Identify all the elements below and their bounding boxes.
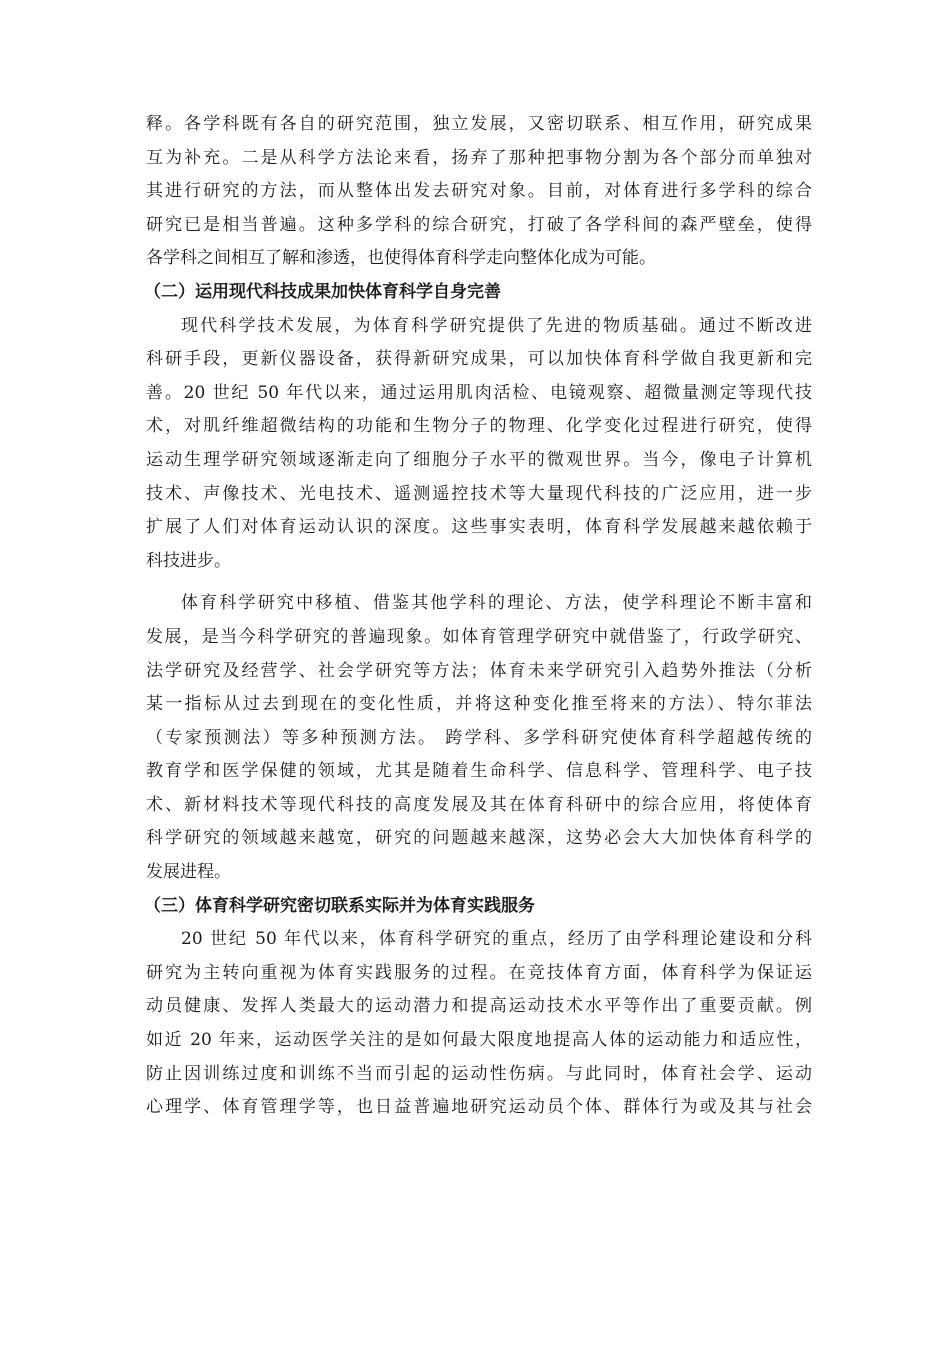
section-heading-2: （二）运用现代科技成果加快体育科学自身完善: [144, 281, 501, 302]
document-body: [146, 108, 812, 1125]
text-line: （专家预测法）等多种预测方法。 跨学科、多学科研究使体育科学超越传统的: [146, 727, 812, 748]
text-line: 体育科学研究中移植、借鉴其他学科的理论、方法，使学科理论不断丰富和: [181, 593, 812, 614]
text-line: 动员健康、发挥人类最大的运动潜力和提高运动技术水平等作出了重要贡献。例: [146, 996, 812, 1017]
text-line: 科学研究的领域越来越宽，研究的问题越来越深，这势必会大大加快体育科学的: [146, 828, 812, 849]
text-line: 术、新材料技术等现代科技的高度发展及其在体育科研中的综合应用，将使体育: [146, 794, 812, 815]
text-line: 术，对肌纤维超微结构的功能和生物分子的物理、化学变化过程进行研究，使得: [146, 416, 812, 437]
paragraph-2: [146, 310, 812, 579]
text-line: 扩展了人们对体育运动认识的深度。这些事实表明，体育科学发展越来越依赖于: [146, 517, 812, 538]
paragraph-1-continued: [146, 108, 812, 276]
text-line: 现代科学技术发展，为体育科学研究提供了先进的物质基础。通过不断改进: [181, 315, 812, 336]
text-line: 20 世纪 50 年代以来，体育科学研究的重点，经历了由学科理论建设和分科: [181, 929, 812, 950]
text-line: 教育学和医学保健的领域，尤其是随着生命科学、信息科学、管理科学、电子技: [146, 761, 812, 782]
text-line: 互为补充。二是从科学方法论来看，扬弃了那种把事物分割为各个部分而单独对: [146, 147, 812, 168]
text-line: 发展进程。: [146, 862, 231, 883]
text-line: 各学科之间相互了解和渗透，也使得体育科学走向整体化成为可能。: [146, 248, 656, 269]
text-line: 如近 20 年来，运动医学关注的是如何最大限度地提高人体的运动能力和适应性，: [146, 1030, 812, 1051]
paragraph-3: [146, 587, 812, 889]
text-line: 发展，是当今科学研究的普遍现象。如体育管理学研究中就借鉴了，行政学研究、: [146, 626, 812, 647]
text-line: 某一指标从过去到现在的变化性质，并将这种变化推至将来的方法）、特尔菲法: [146, 694, 812, 715]
text-line: 防止因训练过度和训练不当而引起的运动性伤病。与此同时，体育社会学、运动: [146, 1063, 812, 1084]
text-line: 运动生理学研究领域逐渐走向了细胞分子水平的微观世界。当今，像电子计算机: [146, 449, 812, 470]
text-line: 技术、声像技术、光电技术、遥测遥控技术等大量现代科技的广泛应用，进一步: [146, 483, 812, 504]
text-line: 科技进步。: [146, 550, 231, 571]
paragraph-4: [146, 923, 812, 1125]
section-heading-3: （三）体育科学研究密切联系实际并为体育实践服务: [144, 895, 535, 916]
text-line: 善。20 世纪 50 年代以来，通过运用肌肉活检、电镜观察、超微量测定等现代技: [146, 382, 812, 403]
text-line: 研究已是相当普遍。这种多学科的综合研究，打破了各学科间的森严壁垒，使得: [146, 214, 812, 235]
text-line: 心理学、体育管理学等，也日益普遍地研究运动员个体、群体行为或及其与社会: [146, 1097, 812, 1118]
text-line: 释。各学科既有各自的研究范围，独立发展，又密切联系、相互作用，研究成果: [146, 114, 812, 134]
text-line: 科研手段，更新仪器设备，获得新研究成果，可以加快体育科学做自我更新和完: [146, 349, 812, 370]
text-line: 其进行研究的方法，而从整体出发去研究对象。目前，对体育进行多学科的综合: [146, 181, 812, 202]
text-line: 法学研究及经营学、社会学研究等方法；体育未来学研究引入趋势外推法（分析: [146, 660, 812, 681]
text-line: 研究为主转向重视为体育实践服务的过程。在竞技体育方面，体育科学为保证运: [146, 962, 812, 983]
